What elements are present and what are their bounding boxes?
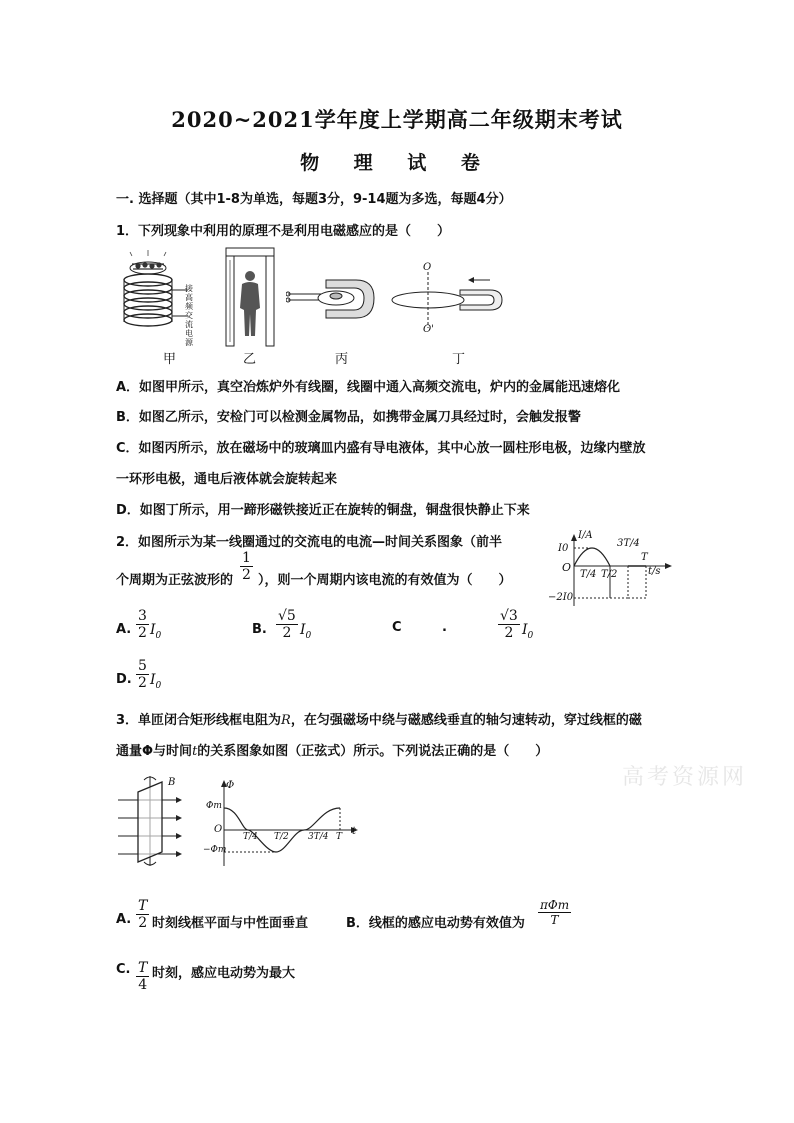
q3-phim-label: Φm: [206, 801, 222, 811]
q1-option-c-line2: 一环形电极，通电后液体就会旋转起来: [116, 472, 338, 487]
figure-label-ding: 丁: [452, 352, 466, 367]
q3-option-b-text: B．线框的感应电动势有效值为: [346, 916, 525, 931]
q1-option-c-line1: C．如图丙所示，放在磁场中的玻璃皿内盛有导电液体，其中心放一圆柱形电极，边缘内壁放: [116, 441, 646, 456]
q3-flux-graph: [214, 778, 360, 868]
coil-label: 接高频交流电源: [185, 284, 193, 347]
q2-option-b-fraction: $\frac{√5}{2}$: [278, 608, 296, 641]
q3-option-a-text: 时刻线框平面与中性面垂直: [152, 916, 309, 931]
q2-stem-line1: 2．如图所示为某一线圈通过的交流电的电流—时间关系图象（前半: [116, 535, 503, 550]
q3-stem-line2: 通量Φ与时间t的关系图象如图（正弦式）所示。下列说法正确的是（ ）: [116, 744, 549, 759]
figure-bing-magnet-dish: [286, 268, 381, 328]
q3-tick-t2: T/2: [274, 832, 289, 842]
q3-option-a-letter: A.: [116, 912, 132, 927]
q3-axis-t-label: t: [352, 826, 357, 837]
q2-option-c-dot: .: [442, 620, 447, 635]
q3-tick-t4: T/4: [243, 832, 258, 842]
q2-tick-3t4: 3T/4: [617, 538, 640, 549]
q3-b-label: B: [168, 777, 176, 788]
watermark: 高考资源网: [622, 765, 748, 790]
q2-option-c-letter: C: [392, 620, 402, 635]
q2-option-a-var: $I_0$: [150, 622, 162, 641]
q2-tick-t: T: [641, 552, 648, 563]
axis-label-o-prime: O': [423, 324, 434, 335]
exam-subtitle: 物 理 试 卷: [300, 152, 494, 174]
q1-option-d: D．如图丁所示，用一蹄形磁铁接近正在旋转的铜盘，铜盘很快静止下来: [116, 503, 530, 518]
q2-axis-x-label: t/s: [648, 566, 661, 577]
q1-option-b: B．如图乙所示，安检门可以检测金属物品，如携带金属刀具经过时，会触发报警: [116, 410, 581, 425]
q2-stem-line2-part2: ），则一个周期内该电流的有效值为（ ）: [258, 573, 512, 588]
q2-origin-label: O: [562, 561, 572, 574]
q2-option-a-fraction: $\frac{3}{2}$: [138, 608, 147, 641]
q3-rotating-frame: [116, 772, 188, 868]
q3-tick-3t4: 3T/4: [308, 832, 329, 842]
axis-label-o: O: [423, 262, 432, 273]
q2-option-a-letter: A.: [116, 622, 132, 637]
q2-stem-fraction: $\frac{1}{2}$: [242, 550, 251, 583]
q2-option-d-letter: D.: [116, 672, 132, 687]
figure-label-bing: 丙: [335, 352, 349, 367]
figure-yi-security-gate: [222, 246, 282, 348]
q3-stem-line1: 3．单匝闭合矩形线框电阻为R，在匀强磁场中绕与磁感线垂直的轴匀速转动，穿过线框的磁: [116, 713, 642, 728]
q2-option-b-letter: B.: [252, 622, 267, 637]
q3-neg-phim-label: −Φm: [203, 845, 227, 855]
q2-option-b-var: $I_0$: [300, 622, 312, 641]
q1-stem: 1．下列现象中利用的原理不是利用电磁感应的是（ ）: [116, 224, 451, 239]
figure-label-yi: 乙: [243, 352, 257, 367]
exam-title: 2020~2021学年度上学期高二年级期末考试: [171, 107, 623, 132]
q3-origin-label: O: [214, 824, 223, 835]
q2-option-c-var: $I_0$: [522, 622, 534, 641]
q3-tick-t: T: [336, 832, 343, 842]
q2-axis-y-label: I/A: [578, 530, 593, 541]
q2-option-c-fraction: $\frac{√3}{2}$: [500, 608, 518, 641]
section-heading: 一. 选择题（其中1-8为单选，每题3分，9-14题为多选，每题4分）: [116, 192, 512, 207]
q2-option-d-fraction: $\frac{5}{2}$: [138, 658, 147, 691]
q2-i0-label: I0: [558, 543, 569, 554]
q2-tick-t4: T/4: [580, 569, 597, 580]
q3-phi-label: Φ: [226, 780, 235, 791]
q3-option-c-letter: C.: [116, 962, 131, 977]
figure-label-jia: 甲: [163, 352, 177, 367]
q3-option-c-fraction: $\frac{T}{4}$: [138, 960, 148, 993]
q1-option-a: A．如图甲所示，真空冶炼炉外有线圈，线圈中通入高频交流电，炉内的金属能迅速熔化: [116, 380, 621, 395]
q2-option-d-var: $I_0$: [150, 672, 162, 691]
q2-neg-label: −2I0: [548, 592, 574, 603]
q3-option-b-fraction: πΦm T: [540, 898, 570, 927]
q2-stem-line2-part1: 个周期为正弦波形的: [116, 573, 234, 588]
figure-ding-disk-magnet: [390, 260, 508, 340]
q3-option-c-text: 时刻，感应电动势为最大: [152, 966, 296, 981]
q2-tick-t2: T/2: [601, 569, 618, 580]
q3-option-a-fraction: $\frac{T}{2}$: [138, 898, 148, 931]
